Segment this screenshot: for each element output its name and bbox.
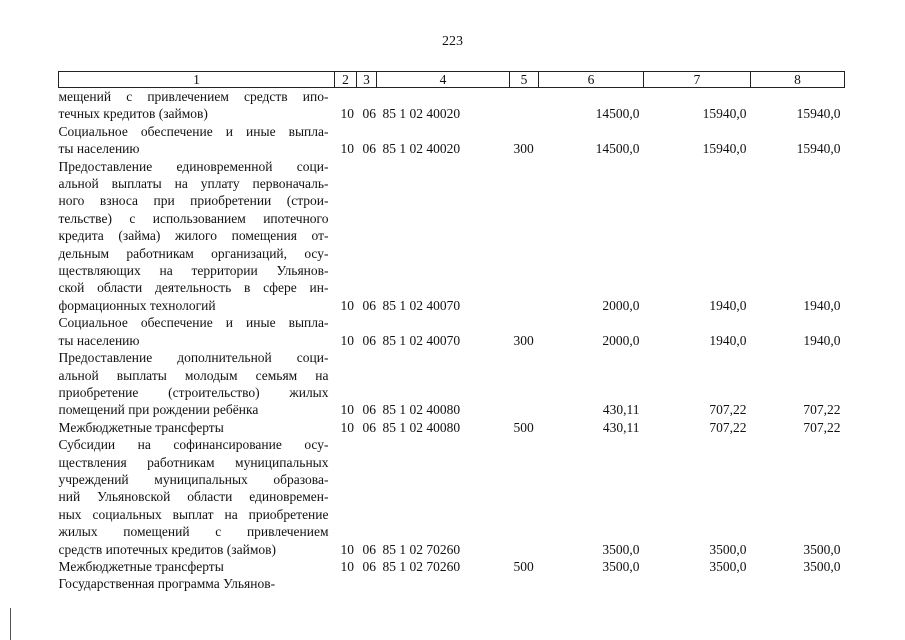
row-name-line: приобретение (строительство) жилых (58, 384, 329, 400)
row-name-line: мещений с привлечением средств ипо- (58, 89, 329, 104)
row-value-7: 1940,0 (709, 332, 747, 348)
table-row (59, 88, 845, 123)
row-name (59, 575, 335, 592)
table-row (59, 314, 845, 349)
header-col-1: 1 (59, 72, 335, 88)
row-expense-type (510, 575, 539, 592)
row-value-8: 15940,0 (796, 106, 841, 122)
row-name-line: Субсидии на софинансирование осу- (58, 437, 329, 453)
row-section: 10 (340, 141, 354, 157)
row-name (59, 349, 335, 419)
row-target-article: 85 1 02 40020 (382, 141, 461, 157)
table-row (59, 349, 845, 419)
row-name-line: Межбюджетные трансферты (58, 419, 224, 435)
row-name (59, 419, 335, 436)
row-expense-type: 300 (513, 332, 534, 348)
row-value-8: 1940,0 (803, 297, 841, 313)
header-col-5: 5 (510, 72, 539, 88)
row-section: 10 (340, 332, 354, 348)
header-col-6: 6 (539, 72, 644, 88)
row-name-line: средств ипотечных кредитов (займов) (58, 541, 276, 557)
row-target-article: 85 1 02 40070 (382, 332, 461, 348)
row-value-8: 3500,0 (803, 558, 841, 574)
row-target-article: 85 1 02 40070 (382, 297, 461, 313)
row-section: 10 (340, 106, 354, 122)
row-target-article: 85 1 02 70260 (382, 558, 461, 574)
row-value-6: 14500,0 (595, 141, 640, 157)
table-row (59, 419, 845, 436)
row-section: 10 (340, 558, 354, 574)
header-col-8: 8 (751, 72, 845, 88)
table-header-row (59, 72, 845, 88)
row-name-line: дельным работникам организаций, осу- (58, 245, 329, 261)
row-value-6: 3500,0 (602, 541, 640, 557)
row-name-line: ного взноса при приобретении (строи- (58, 193, 329, 209)
row-target-article (377, 575, 510, 592)
row-value-7: 15940,0 (702, 106, 747, 122)
row-name-line: ний Ульяновской области единовремен- (58, 489, 329, 505)
row-value-6: 430,11 (602, 402, 640, 418)
row-value-8: 1940,0 (803, 332, 841, 348)
row-name-line: Предоставление единовременной соци- (58, 158, 329, 174)
row-value-7: 707,22 (709, 402, 747, 418)
row-subsection: 06 (362, 558, 376, 574)
row-subsection: 06 (362, 402, 376, 418)
row-subsection: 06 (362, 332, 376, 348)
row-subsection: 06 (362, 141, 376, 157)
row-section: 10 (340, 541, 354, 557)
row-value-8 (751, 575, 845, 592)
row-value-7: 3500,0 (709, 541, 747, 557)
row-expense-type: 300 (513, 141, 534, 157)
row-target-article: 85 1 02 40080 (382, 419, 461, 435)
row-subsection: 06 (362, 106, 376, 122)
row-subsection: 06 (362, 541, 376, 557)
header-col-2: 2 (335, 72, 357, 88)
header-col-7: 7 (644, 72, 751, 88)
row-subsection: 06 (362, 419, 376, 435)
row-name-line: Социальное обеспечение и иные выпла- (58, 123, 329, 139)
row-target-article: 85 1 02 40080 (382, 402, 461, 418)
row-value-7: 1940,0 (709, 297, 747, 313)
row-name (59, 558, 335, 575)
table-row (59, 158, 845, 315)
row-name (59, 436, 335, 558)
row-section (335, 575, 357, 592)
table-body (59, 88, 845, 593)
table-row (59, 436, 845, 558)
row-value-6 (539, 575, 644, 592)
row-expense-type: 500 (513, 558, 534, 574)
row-name-line: жилых помещений с привлечением (58, 524, 329, 540)
row-expense-type: 500 (513, 419, 534, 435)
row-name (59, 88, 335, 123)
row-section: 10 (340, 297, 354, 313)
row-expense-type (510, 349, 539, 419)
row-name-line: Предоставление дополнительной соци- (58, 350, 329, 366)
row-name-line: альной выплаты молодым семьям на (58, 367, 329, 383)
row-name (59, 123, 335, 158)
row-value-7: 707,22 (709, 419, 747, 435)
row-name-line: кредита (займа) жилого помещения от- (58, 228, 329, 244)
row-section: 10 (340, 402, 354, 418)
row-value-8: 707,22 (803, 402, 841, 418)
page-number: 223 (442, 34, 463, 49)
row-name-line: ных социальных выплат на приобретение (58, 506, 329, 522)
row-name-line: Государственная программа Ульянов- (58, 576, 276, 592)
row-name-line: альной выплаты на уплату первоначаль- (58, 176, 329, 192)
row-name-line: ты населению (58, 332, 140, 348)
budget-table (58, 71, 845, 593)
row-value-6: 14500,0 (595, 106, 640, 122)
row-value-8: 3500,0 (803, 541, 841, 557)
table-row (59, 123, 845, 158)
row-expense-type (510, 158, 539, 315)
row-section: 10 (340, 419, 354, 435)
row-name-line: ты населению (58, 141, 140, 157)
row-value-7 (644, 575, 751, 592)
row-name-line: ществления работникам муниципальных (58, 454, 329, 470)
row-value-8: 707,22 (803, 419, 841, 435)
row-name-line: ществляющих на территории Ульянов- (58, 263, 329, 279)
row-name-line: учреждений муниципальных образова- (58, 471, 329, 487)
row-name (59, 158, 335, 315)
row-name-line: помещений при рождении ребёнка (58, 402, 259, 418)
row-name-line: течных кредитов (займов) (58, 106, 208, 122)
row-target-article: 85 1 02 70260 (382, 541, 461, 557)
table-row (59, 558, 845, 575)
row-name-line: формационных технологий (58, 297, 216, 313)
header-col-3: 3 (357, 72, 377, 88)
row-name-line: Межбюджетные трансферты (58, 558, 224, 574)
row-name (59, 314, 335, 349)
row-subsection (357, 575, 377, 592)
row-value-6: 430,11 (602, 419, 640, 435)
margin-line (10, 608, 11, 640)
row-name-line: тельстве) с использованием ипотечного (58, 210, 329, 226)
row-name-line: Социальное обеспечение и иные выпла- (58, 315, 329, 331)
row-value-6: 2000,0 (602, 297, 640, 313)
row-subsection: 06 (362, 297, 376, 313)
row-value-7: 15940,0 (702, 141, 747, 157)
row-value-8: 15940,0 (796, 141, 841, 157)
row-value-6: 3500,0 (602, 558, 640, 574)
row-value-6: 2000,0 (602, 332, 640, 348)
header-col-4: 4 (377, 72, 510, 88)
row-expense-type (510, 88, 539, 123)
row-target-article: 85 1 02 40020 (382, 106, 461, 122)
table-row (59, 575, 845, 592)
row-expense-type (510, 436, 539, 558)
row-name-line: ской области деятельность в сфере ин- (58, 280, 329, 296)
row-value-7: 3500,0 (709, 558, 747, 574)
